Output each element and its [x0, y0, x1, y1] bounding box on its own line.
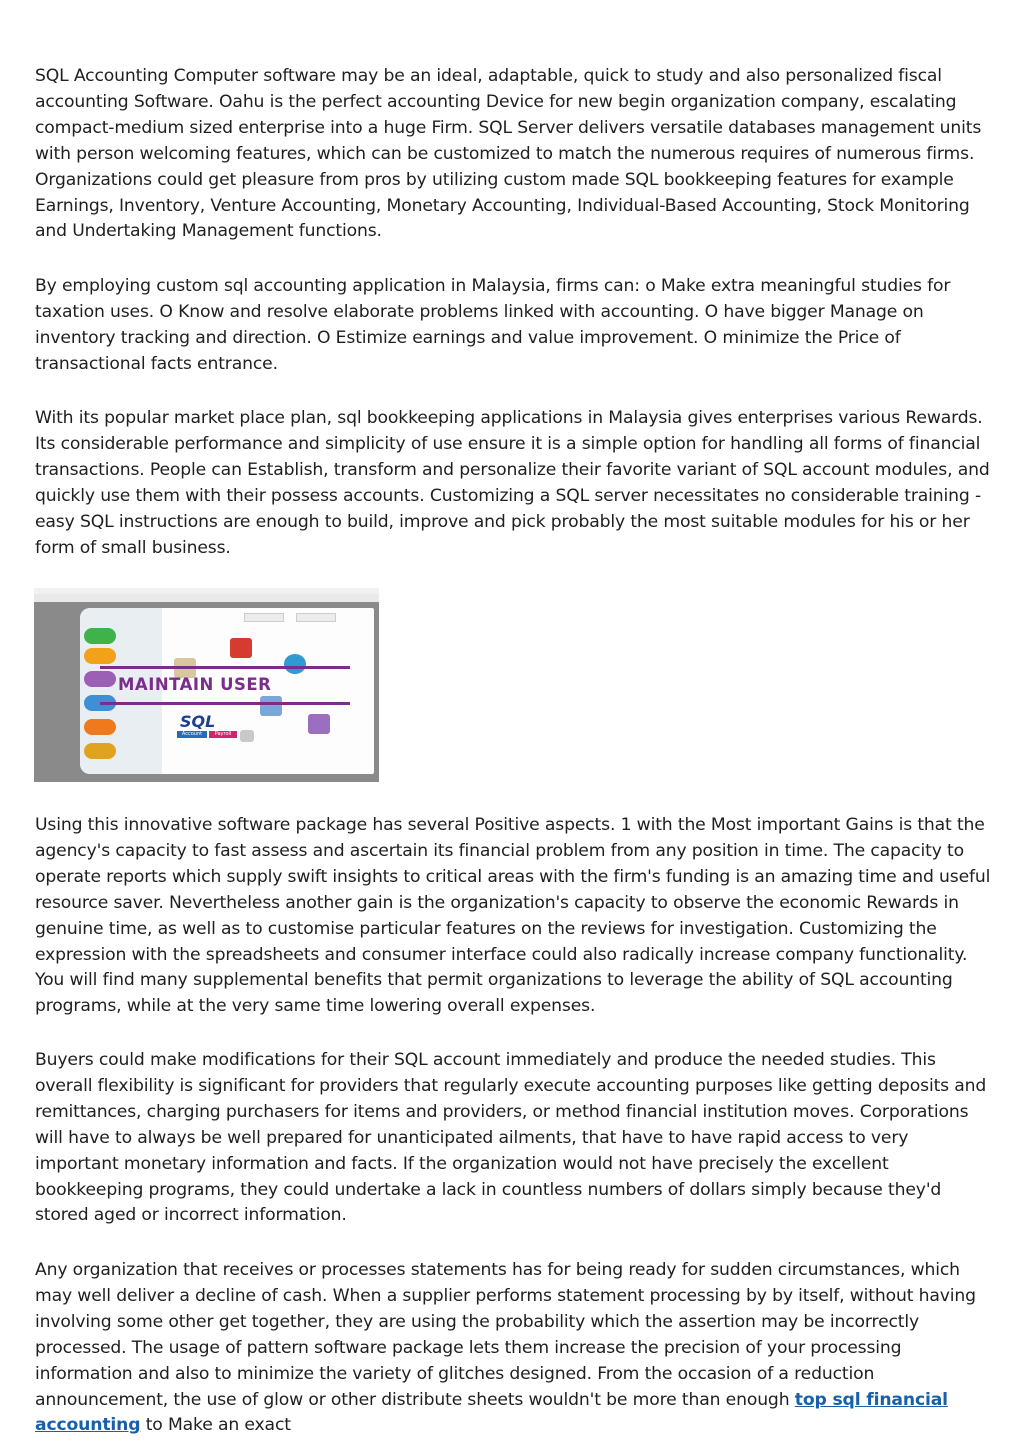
top-sql-financial-accounting-link[interactable]: top sql financial accounting	[35, 1389, 948, 1436]
paragraph-2: By employing custom sql accounting application in Malaysia, firms can: o Make extra meaningful studies for taxation uses. O Know and resolve elaborate problems linked with accounting. O have bigger Manage on inventory tracking and direction. O Estimize earnings and value improvement. O minimize the Price of transactional facts entrance.	[35, 276, 951, 374]
banner-bottom-line	[100, 702, 350, 705]
sidebar-icon-green	[84, 628, 116, 644]
module-tile-purple	[308, 714, 330, 734]
module-tile-grey	[240, 730, 254, 742]
payroll-tag: Payroll	[209, 731, 237, 738]
banner-title: MAINTAIN USER	[118, 675, 272, 694]
module-tile-lightblue	[260, 696, 282, 716]
sql-software-screenshot	[34, 588, 379, 782]
tab-shape	[296, 613, 336, 622]
sidebar-icon-purple	[84, 671, 116, 687]
paragraph-4: Using this innovative software package has several Positive aspects. 1 with the Most important Gains is that the agency's capacity to fast assess and ascertain its financial problem from any position in time. The capacity to operate reports which supply swift insights to critical areas with the firm's funding is an amazing time and useful resource saver. Nevertheless another gain is the organization's capacity to observe the economic Rewards in genuine time, as well as to customise particular features on the reviews for investigation. Customizing the expression with the spreadsheets and consumer interface could also radically increase company functionality. You will find many supplemental benefits that permit organizations to leverage the ability of SQL accounting programs, while at the very same time lowering overall expenses.	[35, 815, 991, 1017]
sidebar-icon-orange	[84, 648, 116, 664]
sql-logo-text: SQL	[180, 712, 216, 731]
module-tile-blue	[284, 654, 306, 674]
window-menubar	[34, 594, 379, 602]
banner-top-line	[100, 666, 350, 669]
tab-shape	[244, 613, 284, 622]
paragraph-6-text: Any organization that receives or processes statements has for being ready for sudden circumstances, which may well deliver a decline of cash. When a supplier performs statement processing by by itself, without having involving some other get together, they are using the probability which the assertion may be incorrectly processed. The usage of pattern software package lets them increase the precision of your processing information and also to minimize the variety of glitches designed. From the occasion of a reduction announcement, the use of glow or other distribute sheets wouldn't be more than enough	[35, 1260, 976, 1410]
paragraph-3: With its popular market place plan, sql bookkeeping applications in Malaysia gives enterprises various Rewards. Its considerable performance and simplicity of use ensure it is a simple option for handling all forms of financial transactions. People can Establish, transform and personalize their favorite variant of SQL account modules, and quickly use them with their possess accounts. Customizing a SQL server necessitates no considerable training - easy SQL instructions are enough to build, improve and pick probably the most suitable modules for his or her form of small business.	[35, 408, 990, 558]
paragraph-6	[35, 1258, 995, 1439]
sidebar-icon-yellow	[84, 743, 116, 759]
paragraph-1: SQL Accounting Computer software may be an ideal, adaptable, quick to study and also personalized fiscal accounting Software. Oahu is the perfect accounting Device for new begin organization company, escalating compact-medium sized enterprise into a huge Firm. SQL Server delivers versatile databases management units with person welcoming features, which can be customized to match the numerous requires of numerous firms. Organizations could get pleasure from pros by utilizing custom made SQL bookkeeping features for example Earnings, Inventory, Venture Accounting, Monetary Accounting, Individual-Based Accounting, Stock Monitoring and Undertaking Management functions.	[35, 66, 982, 242]
paragraph-5: Buyers could make modifications for their SQL account immediately and produce the needed studies. This overall flexibility is significant for providers that regularly execute accounting purposes like getting deposits and remittances, charging purchasers for items and providers, or method financial institution moves. Corporations will have to always be well prepared for unanticipated ailments, that have to have rapid access to very important monetary information and facts. If the organization would not have precisely the excellent bookkeeping programs, they could undertake a lack in countless numbers of dollars simply because they'd stored aged or incorrect information.	[35, 1050, 987, 1226]
account-tag: Account	[177, 731, 207, 738]
sidebar-icon-orange2	[84, 719, 116, 735]
paragraph-6-tail: to Make an exact	[140, 1415, 291, 1436]
module-tile-red	[230, 638, 252, 658]
